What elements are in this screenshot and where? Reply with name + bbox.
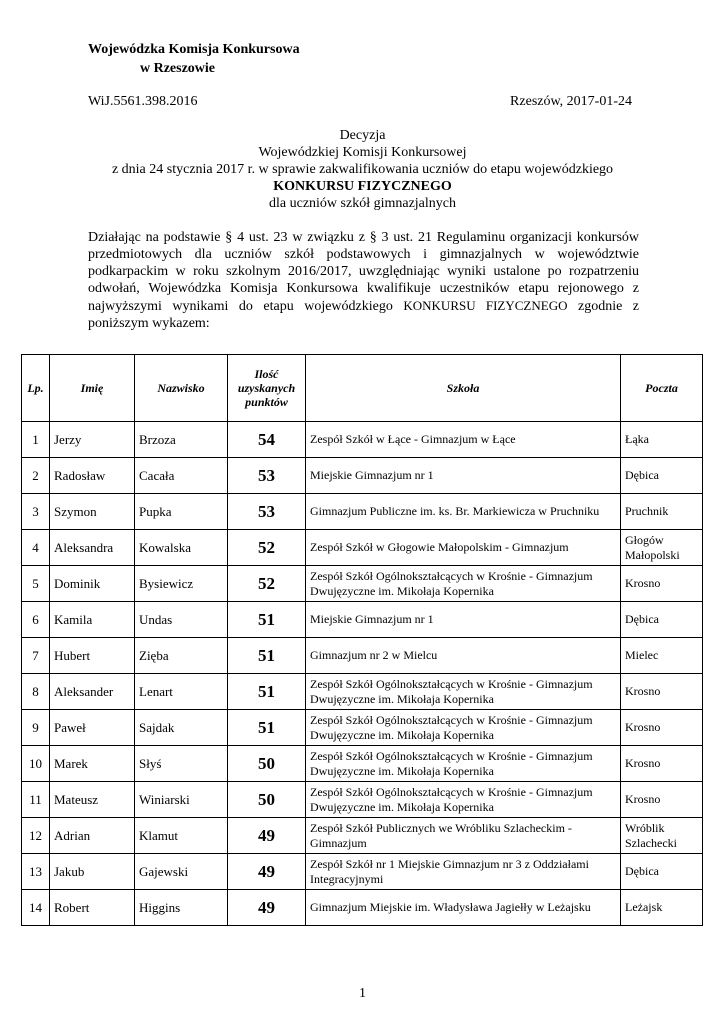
cell-lp: 14 [22,890,50,926]
document-title-contest: KONKURSU FIZYCZNEGO [273,179,452,194]
cell-post: Wróblik Szlachecki [621,818,703,854]
table-row [22,566,703,602]
cell-school: Zespół Szkół Ogólnokształcących w Krośnie - Gimnazjum Dwujęzyczne im. Mikołaja Kopernika [306,782,621,818]
header-last-name: Nazwisko [135,355,228,422]
cell-post: Dębica [621,602,703,638]
cell-last-name: Kowalska [135,530,228,566]
header-points-line-3: punktów [245,395,288,409]
cell-school: Zespół Szkół Ogólnokształcących w Krośnie - Gimnazjum Dwujęzyczne im. Mikołaja Kopernika [306,746,621,782]
table-row [22,782,703,818]
cell-lp: 4 [22,530,50,566]
cell-lp: 7 [22,638,50,674]
cell-first-name: Kamila [50,602,135,638]
cell-points: 50 [228,746,306,782]
cell-post: Dębica [621,854,703,890]
cell-school: Zespół Szkół nr 1 Miejskie Gimnazjum nr 3 z Oddziałami Integracyjnymi [306,854,621,890]
cell-lp: 12 [22,818,50,854]
cell-last-name: Brzoza [135,422,228,458]
page-number: 1 [359,986,366,1001]
cell-lp: 13 [22,854,50,890]
cell-lp: 3 [22,494,50,530]
cell-post: Pruchnik [621,494,703,530]
cell-school: Zespół Szkół w Łące - Gimnazjum w Łące [306,422,621,458]
document-title-subject: z dnia 24 stycznia 2017 r. w sprawie zakwalifikowania uczniów do etapu wojewódzkiego [111,162,614,177]
intro-contest-name: KONKURSU FIZYCZNEGO [403,298,568,313]
cell-post: Krosno [621,566,703,602]
cell-last-name: Lenart [135,674,228,710]
table-row [22,890,703,926]
cell-school: Zespół Szkół Ogólnokształcących w Krośnie - Gimnazjum Dwujęzyczne im. Mikołaja Kopernika [306,674,621,710]
table-header-row [22,355,703,422]
cell-first-name: Hubert [50,638,135,674]
header-first-name: Imię [50,355,135,422]
table-row [22,494,703,530]
cell-lp: 9 [22,710,50,746]
cell-first-name: Dominik [50,566,135,602]
cell-first-name: Jerzy [50,422,135,458]
cell-school: Zespół Szkół w Głogowie Małopolskim - Gimnazjum [306,530,621,566]
cell-last-name: Gajewski [135,854,228,890]
cell-school: Zespół Szkół Publicznych we Wróbliku Szlacheckim - Gimnazjum [306,818,621,854]
cell-first-name: Robert [50,890,135,926]
cell-first-name: Jakub [50,854,135,890]
cell-school: Gimnazjum nr 2 w Mielcu [306,638,621,674]
table-row [22,638,703,674]
table-row [22,674,703,710]
cell-first-name: Radosław [50,458,135,494]
table-row [22,602,703,638]
table-row [22,710,703,746]
organization-line-1: Wojewódzka Komisja Konkursowa [88,42,300,57]
cell-last-name: Zięba [135,638,228,674]
cell-school: Zespół Szkół Ogólnokształcących w Krośnie - Gimnazjum Dwujęzyczne im. Mikołaja Kopernika [306,710,621,746]
intro-paragraph [88,229,639,332]
cell-school: Miejskie Gimnazjum nr 1 [306,458,621,494]
intro-text: Działając na podstawie § 4 ust. 23 w związku z § 3 ust. 21 Regulaminu organizacji konkursów przedmiotowych dla uczniów szkół podstawowych i gimnazjalnych w województwie podkarpackim w roku szkolnym 2016/2017, uwzględniając wyniki ustalone po rozpatrzeniu odwołań, Wojewódzka Komisja Konkursowa kwalifikuje uczestników etapu rejonowego z najwyższymi wynikami do etapu wojewódzkiego [88,230,639,314]
cell-last-name: Undas [135,602,228,638]
cell-last-name: Bysiewicz [135,566,228,602]
cell-school: Miejskie Gimnazjum nr 1 [306,602,621,638]
cell-points: 49 [228,818,306,854]
cell-points: 49 [228,890,306,926]
cell-first-name: Aleksander [50,674,135,710]
cell-lp: 1 [22,422,50,458]
cell-points: 51 [228,602,306,638]
cell-last-name: Słyś [135,746,228,782]
cell-points: 50 [228,782,306,818]
cell-last-name: Cacała [135,458,228,494]
header-points [228,355,306,422]
cell-post: Łąka [621,422,703,458]
table-row [22,458,703,494]
header-lp: Lp. [22,355,50,422]
cell-school: Gimnazjum Miejskie im. Władysława Jagiełły w Leżajsku [306,890,621,926]
document-title-decision: Decyzja [339,128,386,143]
cell-points: 54 [228,422,306,458]
header-school: Szkoła [306,355,621,422]
cell-school: Gimnazjum Publiczne im. ks. Br. Markiewicza w Pruchniku [306,494,621,530]
cell-post: Krosno [621,782,703,818]
intro-text-end: zgodnie z poniższym wykazem: [88,299,640,331]
table-row [22,818,703,854]
cell-post: Głogów Małopolski [621,530,703,566]
qualified-students-table [21,354,703,926]
header-post: Poczta [621,355,703,422]
cell-lp: 6 [22,602,50,638]
organization-line-2: w Rzeszowie [140,61,216,76]
cell-points: 51 [228,710,306,746]
cell-points: 51 [228,638,306,674]
cell-points: 49 [228,854,306,890]
cell-lp: 8 [22,674,50,710]
table-row [22,422,703,458]
cell-lp: 2 [22,458,50,494]
header-points-line-1: Ilość [254,367,279,381]
cell-school: Zespół Szkół Ogólnokształcących w Krośnie - Gimnazjum Dwujęzyczne im. Mikołaja Kopernika [306,566,621,602]
cell-lp: 10 [22,746,50,782]
reference-number: WiJ.5561.398.2016 [88,94,198,109]
document-title-audience: dla uczniów szkół gimnazjalnych [269,196,456,211]
cell-first-name: Marek [50,746,135,782]
cell-points: 51 [228,674,306,710]
cell-points: 52 [228,530,306,566]
document-title-commission: Wojewódzkiej Komisji Konkursowej [258,145,467,160]
place-and-date: Rzeszów, 2017-01-24 [510,94,632,109]
cell-first-name: Paweł [50,710,135,746]
header-points-line-2: uzyskanych [237,381,296,395]
cell-first-name: Adrian [50,818,135,854]
cell-last-name: Pupka [135,494,228,530]
cell-points: 52 [228,566,306,602]
cell-post: Krosno [621,674,703,710]
cell-last-name: Winiarski [135,782,228,818]
cell-post: Krosno [621,746,703,782]
cell-post: Leżajsk [621,890,703,926]
cell-points: 53 [228,458,306,494]
cell-last-name: Higgins [135,890,228,926]
table-row [22,530,703,566]
cell-first-name: Szymon [50,494,135,530]
cell-last-name: Sajdak [135,710,228,746]
cell-post: Krosno [621,710,703,746]
cell-post: Mielec [621,638,703,674]
cell-first-name: Mateusz [50,782,135,818]
cell-first-name: Aleksandra [50,530,135,566]
cell-lp: 11 [22,782,50,818]
cell-lp: 5 [22,566,50,602]
table-row [22,746,703,782]
cell-post: Dębica [621,458,703,494]
cell-last-name: Klamut [135,818,228,854]
cell-points: 53 [228,494,306,530]
table-row [22,854,703,890]
